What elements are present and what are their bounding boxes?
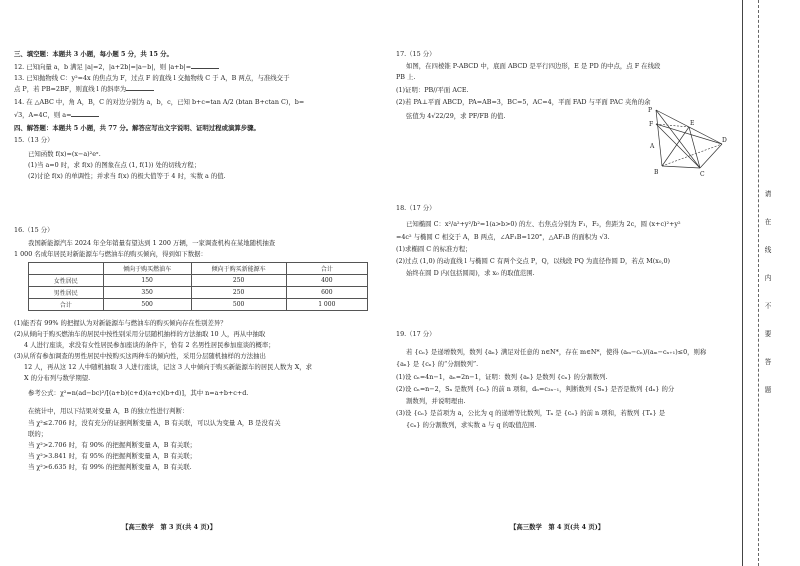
q13-line1: 13. 已知抛物线 C：y²=4x 的焦点为 F，过点 F 的直线 l 交抛物线 C 于 A，B 两点，与准线交于 xyxy=(14,74,290,82)
q18-stem2: =4c² 与椭圆 C 相交于 A，B 两点，∠AF₁B=120°，△AF₁B 的面积为 √3. xyxy=(396,233,610,241)
fig-label-P: P xyxy=(648,107,653,114)
pyramid-figure xyxy=(642,104,728,178)
fig-label-C: C xyxy=(700,171,705,178)
q12-text: 12. 已知向量 a，b 满足 |a|=2，|a+2b|=|a−b|，则 |a+b|= xyxy=(14,62,219,71)
section3-heading: 三、填空题：本题共 3 小题，每小题 5 分，共 15 分。 xyxy=(14,50,173,58)
answer-blank xyxy=(191,62,219,69)
q15-part2: (2)讨论 f(x) 的单调性；并求当 f(x) 的极大值等于 4 时，实数 a 的值. xyxy=(28,172,226,180)
q16-part3-line2: 12 人，再从这 12 人中随机抽取 3 人进行座谈，记这 3 人中倾向于购买新能源车的居民人数为 X，求 xyxy=(24,363,313,371)
fig-label-A: A xyxy=(650,143,655,150)
q17-header: 17.（15 分） xyxy=(396,50,436,58)
q15-part1: (1)当 a=0 时，求 f(x) 的图象在点 (1, f(1)) 处的切线方程； xyxy=(28,161,201,169)
q18-stem1: 已知椭圆 C：x²/a²+y²/b²=1(a>b>0) 的左、右焦点分别为 F₁，F₂，焦距为 2c，圆 (x+c)²+y² xyxy=(406,220,681,228)
q14-line1: 14. 在 △ABC 中，角 A，B，C 的对边分别为 a，b，c，已知 b+c=tan A/2 (btan B+ctan C)，b= xyxy=(14,98,305,106)
judgement-intro: 在统计中，用以下结果对变量 A，B 的独立性进行判断： xyxy=(28,407,189,415)
margin-char: 线 xyxy=(764,246,772,254)
judgement-rule4: 当 χ²>6.635 时，有 99% 的把握判断变量 A，B 有关联. xyxy=(28,463,192,471)
data-table xyxy=(28,262,368,311)
table-cell: 合计 xyxy=(29,299,104,311)
table-cell: 250 xyxy=(191,275,286,287)
q16-part2-line2: 4 人进行座谈，求没有女性居民参加座谈的条件下，恰有 2 名男性居民参加座谈的概率； xyxy=(24,341,275,349)
judgement-rule2: 当 χ²>2.706 时，有 90% 的把握判断变量 A，B 有关联； xyxy=(28,441,197,449)
table-cell: 500 xyxy=(103,299,191,311)
table-header-row xyxy=(29,263,368,275)
table-row xyxy=(29,299,368,311)
table-cell: 1 000 xyxy=(286,299,367,311)
table-header xyxy=(29,263,104,275)
q19-part2-line2: 割数列，并说明理由. xyxy=(406,397,466,405)
q16-part3-line1: (3)从所有参加调查的男性居民中按购买这两种车的倾向性，采用分层随机抽样的方法抽出 xyxy=(14,352,266,360)
q16-part2-line1: (2)从倾向于购买燃油车的居民中按性别采用分层随机抽样的方法抽取 10 人，再从中抽取 xyxy=(14,330,266,338)
page-footer-right: 【高三数学 第 4 页(共 4 页)】 xyxy=(510,523,605,531)
q18-part1: (1)求椭圆 C 的标准方程； xyxy=(396,245,472,253)
q18-part2-line1: (2)过点 (1,0) 的动直线 l 与椭圆 C 有两个交点 P，Q，以线段 PQ 为直径作圆 D，若点 M(x₀,0) xyxy=(396,257,671,265)
table-header: 倾向于购买新能源车 xyxy=(191,263,286,275)
judgement-rule1: 当 χ²≤2.706 时，没有充分的证据判断变量 A，B 有关联，可以认为变量 A，B 是没有关 xyxy=(28,419,281,427)
q19-stem2: {aₙ} 是 {cₙ} 的“分割数列”. xyxy=(396,360,479,368)
margin-char: 内 xyxy=(764,274,772,282)
margin-char: 要 xyxy=(764,330,772,338)
q16-stem1: 我国新能源汽车 2024 年全年销量有望达到 1 200 万辆，一家调查机构在某地随机抽查 xyxy=(28,239,276,247)
judgement-rule3: 当 χ²>3.841 时，有 95% 的把握判断变量 A，B 有关联； xyxy=(28,452,197,460)
q18-header: 18.（17 分） xyxy=(396,204,436,212)
margin-char: 请 xyxy=(764,190,772,198)
q18-part2-line2: 始终在圆 D 内(包括圆周)，求 x₀ 的取值范围. xyxy=(406,269,535,277)
q16-header: 16.（15 分） xyxy=(14,226,54,234)
fig-label-E: E xyxy=(690,120,695,127)
margin-char: 答 xyxy=(764,358,772,366)
table-cell: 男性居民 xyxy=(29,287,104,299)
q19-header: 19.（17 分） xyxy=(396,330,436,338)
fig-label-D: D xyxy=(722,137,727,144)
table-cell: 女性居民 xyxy=(29,275,104,287)
table-header: 合计 xyxy=(286,263,367,275)
q16-stem2: 1 000 名成年居民对新能源车与燃油车的购买倾向，得到如下数据： xyxy=(14,250,207,258)
q17-part2-line2: 弦值为 4√22/29，求 PF/FB 的值. xyxy=(406,112,506,120)
table-cell: 600 xyxy=(286,287,367,299)
table-cell: 350 xyxy=(103,287,191,299)
section4-heading: 四、解答题：本题共 5 小题，共 77 分。解答应写出文字说明、证明过程或演算步骤。 xyxy=(14,124,260,132)
answer-blank xyxy=(71,110,99,117)
q15-header: 15.（13 分） xyxy=(14,136,54,144)
margin-char: 题 xyxy=(764,386,772,394)
table-cell: 400 xyxy=(286,275,367,287)
answer-blank xyxy=(126,84,154,91)
q19-part1: (1)设 cₙ=4n−1，aₙ=2n−1，证明：数列 {aₙ} 是数列 {cₙ} 的分割数列. xyxy=(396,373,608,381)
q13-line2: 点 P，若 PB=2BF，则直线 l 的斜率为 xyxy=(14,84,154,93)
q16-part1: (1)能否有 99% 的把握认为对新能源车与燃油车的购买倾向存在性别差异？ xyxy=(14,319,227,327)
q19-part3-line1: (3)设 {cₙ} 是首项为 a，公比为 q 的递增等比数列，Tₙ 是 {cₙ} 的前 n 项和，若数列 {Tₙ} 是 xyxy=(396,409,666,417)
reference-formula: 参考公式：χ²=n(ad−bc)²/[(a+b)(c+d)(a+c)(b+d)]，其中 n=a+b+c+d. xyxy=(28,389,249,397)
table-row xyxy=(29,287,368,299)
fig-label-F: F xyxy=(649,121,654,128)
q17-part1: (1)证明：PB//平面 ACE. xyxy=(396,86,469,94)
q17-stem1: 如图，在四棱锥 P-ABCD 中，底面 ABCD 是平行四边形，E 是 PD 的中点，点 F 在线段 xyxy=(406,62,661,70)
q14-line2: √3，A=4C，则 a= xyxy=(14,110,99,119)
judgement-rule1-cont: 联的； xyxy=(28,430,48,438)
table-header: 倾向于购买燃油车 xyxy=(103,263,191,275)
table-cell: 150 xyxy=(103,275,191,287)
q19-part3-line2: {cₙ} 的分割数列，求实数 a 与 q 的取值范围. xyxy=(406,421,537,429)
margin-char: 在 xyxy=(764,218,772,226)
q19-stem1: 若 {cₙ} 是递增数列，数列 {aₙ} 满足对任意的 n∈N*，存在 m∈N*，使得 (aₘ−cₙ)/(aₘ−cₙ₊₁)≤0，则称 xyxy=(406,348,707,356)
table-cell: 500 xyxy=(191,299,286,311)
margin-dash-line xyxy=(758,0,759,566)
binding-margin-note xyxy=(763,0,773,566)
margin-rule-outer xyxy=(742,0,743,566)
q17-stem2: PB 上. xyxy=(396,73,416,81)
fig-label-B: B xyxy=(654,169,659,176)
q15-stem: 已知函数 f(x)=(x−a)²eˣ. xyxy=(28,150,101,158)
table-row xyxy=(29,275,368,287)
q17-part2-line1: (2)若 PA⊥平面 ABCD，PA=AB=3，BC=5，AC=4，平面 FAD 与平面 PAC 夹角的余 xyxy=(396,98,651,106)
q19-part2-line1: (2)设 cₙ=n−2，Sₙ 是数列 {cₙ} 的前 n 项和，dₙ=c₃ₙ₋₁，判断数列 {Sₙ} 是否是数列 {dₙ} 的分 xyxy=(396,385,675,393)
page-footer-left: 【高三数学 第 3 页(共 4 页)】 xyxy=(122,523,217,531)
margin-char: 不 xyxy=(764,302,772,310)
q16-part3-line3: X 的分布列与数学期望. xyxy=(24,374,91,382)
table-cell: 250 xyxy=(191,287,286,299)
